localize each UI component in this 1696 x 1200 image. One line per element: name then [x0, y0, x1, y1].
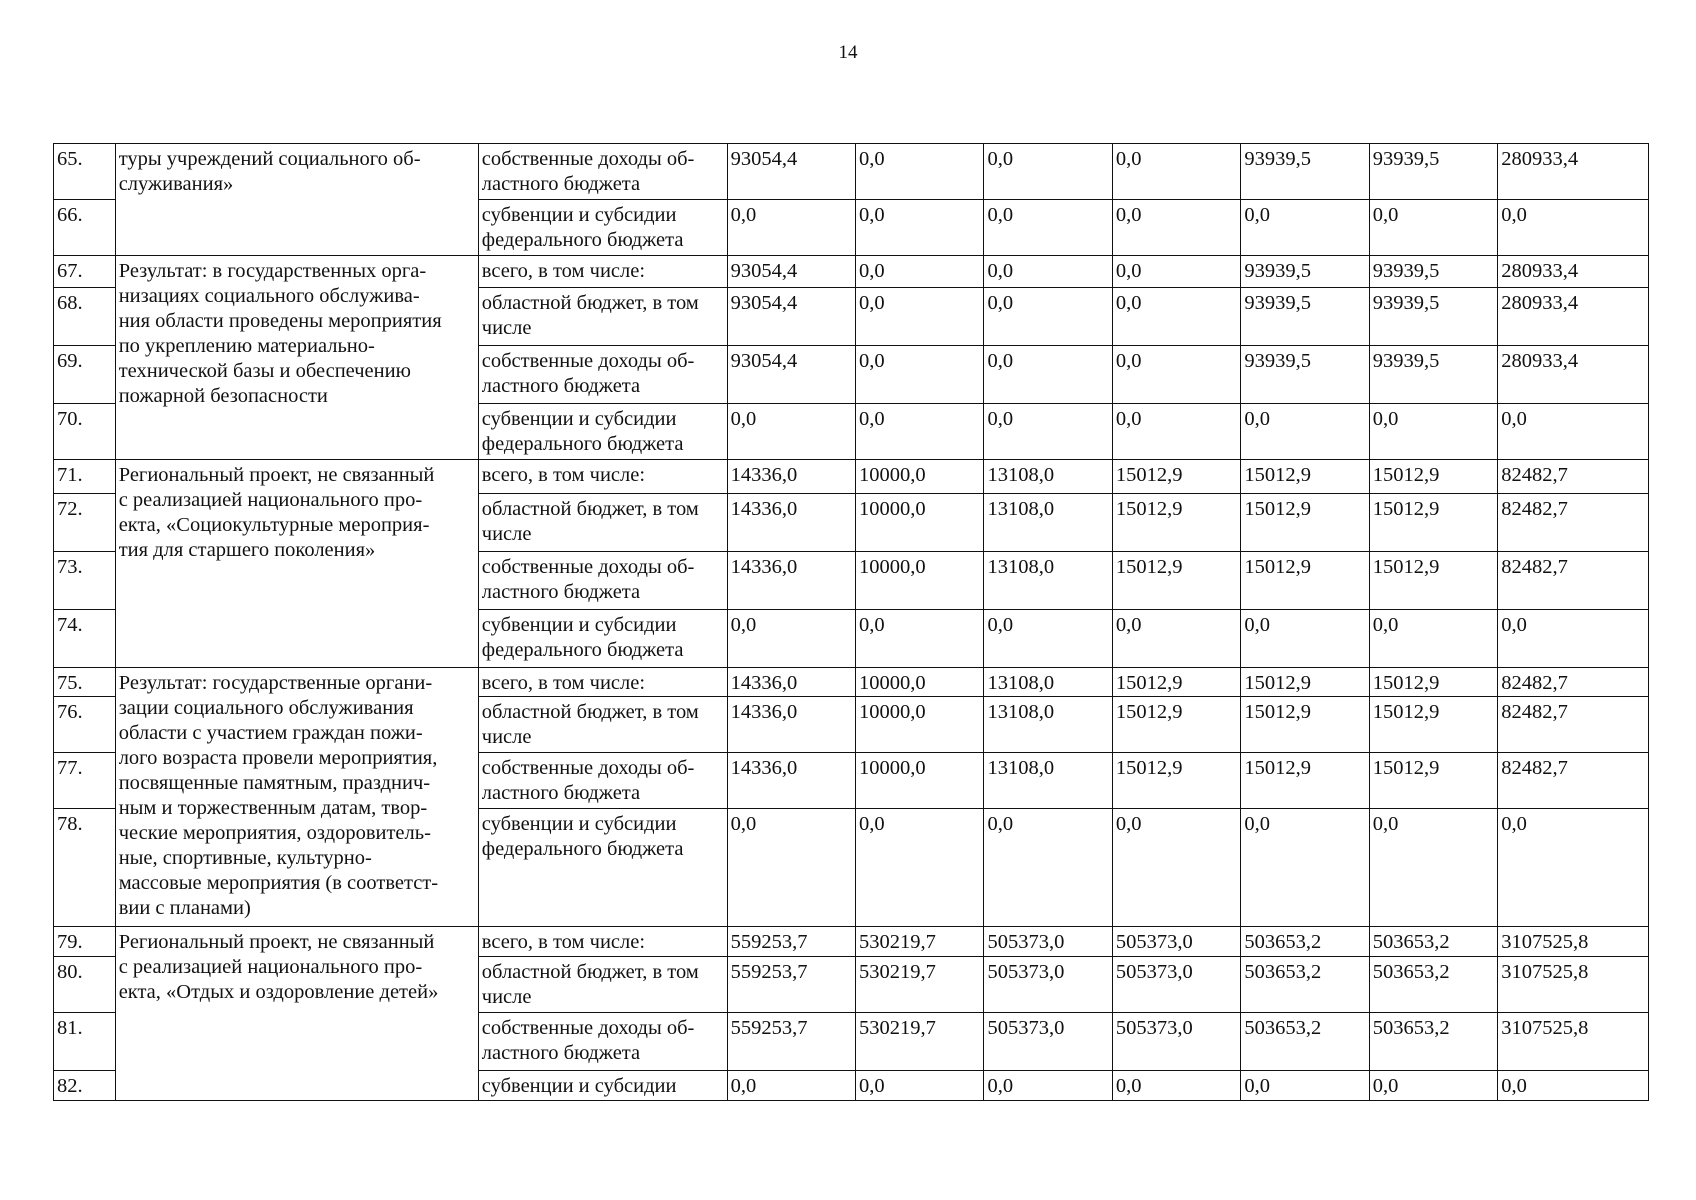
- item-description: Результат: в государственных орга- низациях социального обслужива- ния области проведены мероприятия по укреплению материально- технической базы и обеспечению пожарной безопасности: [115, 256, 478, 460]
- funding-source: субвенции и субсидии федерального бюджета: [478, 809, 727, 927]
- year-value: 0,0: [984, 288, 1112, 346]
- year-value: 15012,9: [1241, 697, 1369, 753]
- row-number: 80.: [54, 957, 116, 1013]
- year-value: 93939,5: [1369, 346, 1497, 404]
- year-value: 15012,9: [1241, 460, 1369, 494]
- year-value: 0,0: [984, 809, 1112, 927]
- year-value: 0,0: [856, 144, 984, 200]
- year-value: 15012,9: [1369, 668, 1497, 697]
- year-value: 505373,0: [984, 1013, 1112, 1071]
- total-value: 280933,4: [1498, 346, 1649, 404]
- total-value: 3107525,8: [1498, 1013, 1649, 1071]
- year-value: 505373,0: [1112, 957, 1240, 1013]
- funding-source: субвенции и субсидии: [478, 1071, 727, 1101]
- year-value: 530219,7: [856, 1013, 984, 1071]
- funding-source: субвенции и субсидии федерального бюджета: [478, 200, 727, 256]
- year-value: 0,0: [984, 404, 1112, 460]
- year-value: 10000,0: [856, 697, 984, 753]
- year-value: 93054,4: [727, 346, 855, 404]
- year-value: 14336,0: [727, 552, 855, 610]
- row-number: 76.: [54, 697, 116, 753]
- year-value: 13108,0: [984, 460, 1112, 494]
- row-number: 67.: [54, 256, 116, 288]
- funding-source: областной бюджет, в том числе: [478, 957, 727, 1013]
- year-value: 0,0: [1112, 346, 1240, 404]
- funding-source: областной бюджет, в том числе: [478, 697, 727, 753]
- total-value: 0,0: [1498, 610, 1649, 668]
- year-value: 15012,9: [1369, 552, 1497, 610]
- year-value: 0,0: [727, 610, 855, 668]
- year-value: 13108,0: [984, 552, 1112, 610]
- item-description: Региональный проект, не связанный с реализацией национального про- екта, «Отдых и оздоровление детей»: [115, 927, 478, 1101]
- row-number: 81.: [54, 1013, 116, 1071]
- funding-source: собственные доходы об- ластного бюджета: [478, 753, 727, 809]
- year-value: 14336,0: [727, 668, 855, 697]
- year-value: 0,0: [1369, 200, 1497, 256]
- year-value: 0,0: [1241, 200, 1369, 256]
- table-row: [54, 144, 1649, 200]
- year-value: 0,0: [984, 610, 1112, 668]
- year-value: 15012,9: [1112, 697, 1240, 753]
- row-number: 82.: [54, 1071, 116, 1101]
- year-value: 10000,0: [856, 460, 984, 494]
- year-value: 503653,2: [1241, 957, 1369, 1013]
- funding-source: всего, в том числе:: [478, 460, 727, 494]
- funding-source: субвенции и субсидии федерального бюджета: [478, 404, 727, 460]
- year-value: 0,0: [856, 809, 984, 927]
- year-value: 0,0: [984, 1071, 1112, 1101]
- year-value: 503653,2: [1369, 927, 1497, 957]
- year-value: 503653,2: [1369, 1013, 1497, 1071]
- row-number: 71.: [54, 460, 116, 494]
- year-value: 530219,7: [856, 927, 984, 957]
- year-value: 93939,5: [1241, 288, 1369, 346]
- funding-source: областной бюджет, в том числе: [478, 288, 727, 346]
- year-value: 93054,4: [727, 144, 855, 200]
- year-value: 0,0: [856, 404, 984, 460]
- year-value: 0,0: [1241, 1071, 1369, 1101]
- year-value: 559253,7: [727, 927, 855, 957]
- funding-source: всего, в том числе:: [478, 927, 727, 957]
- year-value: 13108,0: [984, 494, 1112, 552]
- year-value: 15012,9: [1369, 697, 1497, 753]
- year-value: 93054,4: [727, 288, 855, 346]
- year-value: 15012,9: [1112, 494, 1240, 552]
- year-value: 0,0: [1369, 1071, 1497, 1101]
- total-value: 280933,4: [1498, 256, 1649, 288]
- year-value: 93939,5: [1369, 288, 1497, 346]
- year-value: 15012,9: [1369, 753, 1497, 809]
- year-value: 13108,0: [984, 753, 1112, 809]
- year-value: 0,0: [1369, 404, 1497, 460]
- page-number: 14: [838, 42, 858, 63]
- total-value: 82482,7: [1498, 494, 1649, 552]
- year-value: 559253,7: [727, 957, 855, 1013]
- table-row: [54, 668, 1649, 697]
- year-value: 10000,0: [856, 552, 984, 610]
- row-number: 75.: [54, 668, 116, 697]
- year-value: 505373,0: [1112, 927, 1240, 957]
- year-value: 14336,0: [727, 753, 855, 809]
- year-value: 0,0: [984, 200, 1112, 256]
- total-value: 3107525,8: [1498, 927, 1649, 957]
- year-value: 13108,0: [984, 697, 1112, 753]
- funding-source: собственные доходы об- ластного бюджета: [478, 1013, 727, 1071]
- year-value: 14336,0: [727, 460, 855, 494]
- table-row: [54, 460, 1649, 494]
- year-value: 505373,0: [984, 957, 1112, 1013]
- year-value: 15012,9: [1241, 668, 1369, 697]
- total-value: 0,0: [1498, 1071, 1649, 1101]
- year-value: 0,0: [856, 610, 984, 668]
- year-value: 15012,9: [1112, 753, 1240, 809]
- year-value: 0,0: [856, 288, 984, 346]
- year-value: 93939,5: [1241, 346, 1369, 404]
- year-value: 10000,0: [856, 494, 984, 552]
- year-value: 15012,9: [1112, 460, 1240, 494]
- year-value: 0,0: [856, 256, 984, 288]
- year-value: 0,0: [1241, 610, 1369, 668]
- year-value: 0,0: [984, 144, 1112, 200]
- year-value: 15012,9: [1112, 552, 1240, 610]
- table-row: [54, 256, 1649, 288]
- table-row: [54, 927, 1649, 957]
- year-value: 15012,9: [1112, 668, 1240, 697]
- row-number: 73.: [54, 552, 116, 610]
- year-value: 503653,2: [1369, 957, 1497, 1013]
- year-value: 15012,9: [1241, 494, 1369, 552]
- year-value: 93054,4: [727, 256, 855, 288]
- row-number: 66.: [54, 200, 116, 256]
- year-value: 0,0: [1369, 610, 1497, 668]
- year-value: 0,0: [1369, 809, 1497, 927]
- row-number: 70.: [54, 404, 116, 460]
- item-description: Результат: государственные органи- зации социального обслуживания области с участием граждан пожи- лого возраста провели мероприятия, посвященные памятным, празднич- ным и торжественным датам, твор- ческие мероприятия, оздоровитель- ные, спортивные, культурно- массовые мероприятия (в соответст- вии с планами): [115, 668, 478, 927]
- total-value: 82482,7: [1498, 668, 1649, 697]
- funding-source: всего, в том числе:: [478, 668, 727, 697]
- year-value: 559253,7: [727, 1013, 855, 1071]
- year-value: 0,0: [856, 346, 984, 404]
- budget-table: [53, 143, 1649, 1101]
- year-value: 0,0: [727, 809, 855, 927]
- year-value: 15012,9: [1241, 552, 1369, 610]
- year-value: 0,0: [1112, 809, 1240, 927]
- year-value: 505373,0: [984, 927, 1112, 957]
- year-value: 503653,2: [1241, 927, 1369, 957]
- funding-source: собственные доходы об- ластного бюджета: [478, 346, 727, 404]
- year-value: 14336,0: [727, 697, 855, 753]
- table-body: [54, 144, 1649, 1101]
- year-value: 0,0: [727, 1071, 855, 1101]
- year-value: 10000,0: [856, 668, 984, 697]
- year-value: 93939,5: [1369, 256, 1497, 288]
- year-value: 0,0: [727, 200, 855, 256]
- total-value: 82482,7: [1498, 753, 1649, 809]
- year-value: 14336,0: [727, 494, 855, 552]
- year-value: 93939,5: [1369, 144, 1497, 200]
- year-value: 13108,0: [984, 668, 1112, 697]
- year-value: 93939,5: [1241, 144, 1369, 200]
- total-value: 82482,7: [1498, 460, 1649, 494]
- year-value: 0,0: [727, 404, 855, 460]
- year-value: 0,0: [1241, 809, 1369, 927]
- total-value: 0,0: [1498, 809, 1649, 927]
- row-number: 74.: [54, 610, 116, 668]
- row-number: 69.: [54, 346, 116, 404]
- row-number: 65.: [54, 144, 116, 200]
- row-number: 72.: [54, 494, 116, 552]
- total-value: 3107525,8: [1498, 957, 1649, 1013]
- year-value: 0,0: [1112, 1071, 1240, 1101]
- row-number: 68.: [54, 288, 116, 346]
- total-value: 0,0: [1498, 200, 1649, 256]
- year-value: 0,0: [1112, 404, 1240, 460]
- funding-source: субвенции и субсидии федерального бюджета: [478, 610, 727, 668]
- year-value: 0,0: [984, 256, 1112, 288]
- year-value: 15012,9: [1241, 753, 1369, 809]
- total-value: 82482,7: [1498, 552, 1649, 610]
- funding-source: собственные доходы об- ластного бюджета: [478, 144, 727, 200]
- year-value: 530219,7: [856, 957, 984, 1013]
- total-value: 82482,7: [1498, 697, 1649, 753]
- year-value: 0,0: [1241, 404, 1369, 460]
- year-value: 0,0: [1112, 288, 1240, 346]
- year-value: 15012,9: [1369, 460, 1497, 494]
- year-value: 0,0: [1112, 144, 1240, 200]
- funding-source: областной бюджет, в том числе: [478, 494, 727, 552]
- year-value: 0,0: [984, 346, 1112, 404]
- year-value: 0,0: [1112, 610, 1240, 668]
- item-description: Региональный проект, не связанный с реализацией национального про- екта, «Социокультурные мероприя- тия для старшего поколения»: [115, 460, 478, 668]
- total-value: 280933,4: [1498, 144, 1649, 200]
- year-value: 0,0: [856, 200, 984, 256]
- year-value: 0,0: [1112, 256, 1240, 288]
- funding-source: собственные доходы об- ластного бюджета: [478, 552, 727, 610]
- year-value: 93939,5: [1241, 256, 1369, 288]
- year-value: 10000,0: [856, 753, 984, 809]
- year-value: 15012,9: [1369, 494, 1497, 552]
- year-value: 503653,2: [1241, 1013, 1369, 1071]
- total-value: 280933,4: [1498, 288, 1649, 346]
- funding-source: всего, в том числе:: [478, 256, 727, 288]
- year-value: 505373,0: [1112, 1013, 1240, 1071]
- year-value: 0,0: [856, 1071, 984, 1101]
- row-number: 78.: [54, 809, 116, 927]
- row-number: 79.: [54, 927, 116, 957]
- year-value: 0,0: [1112, 200, 1240, 256]
- total-value: 0,0: [1498, 404, 1649, 460]
- row-number: 77.: [54, 753, 116, 809]
- item-description: туры учреждений социального об- служивания»: [115, 144, 478, 256]
